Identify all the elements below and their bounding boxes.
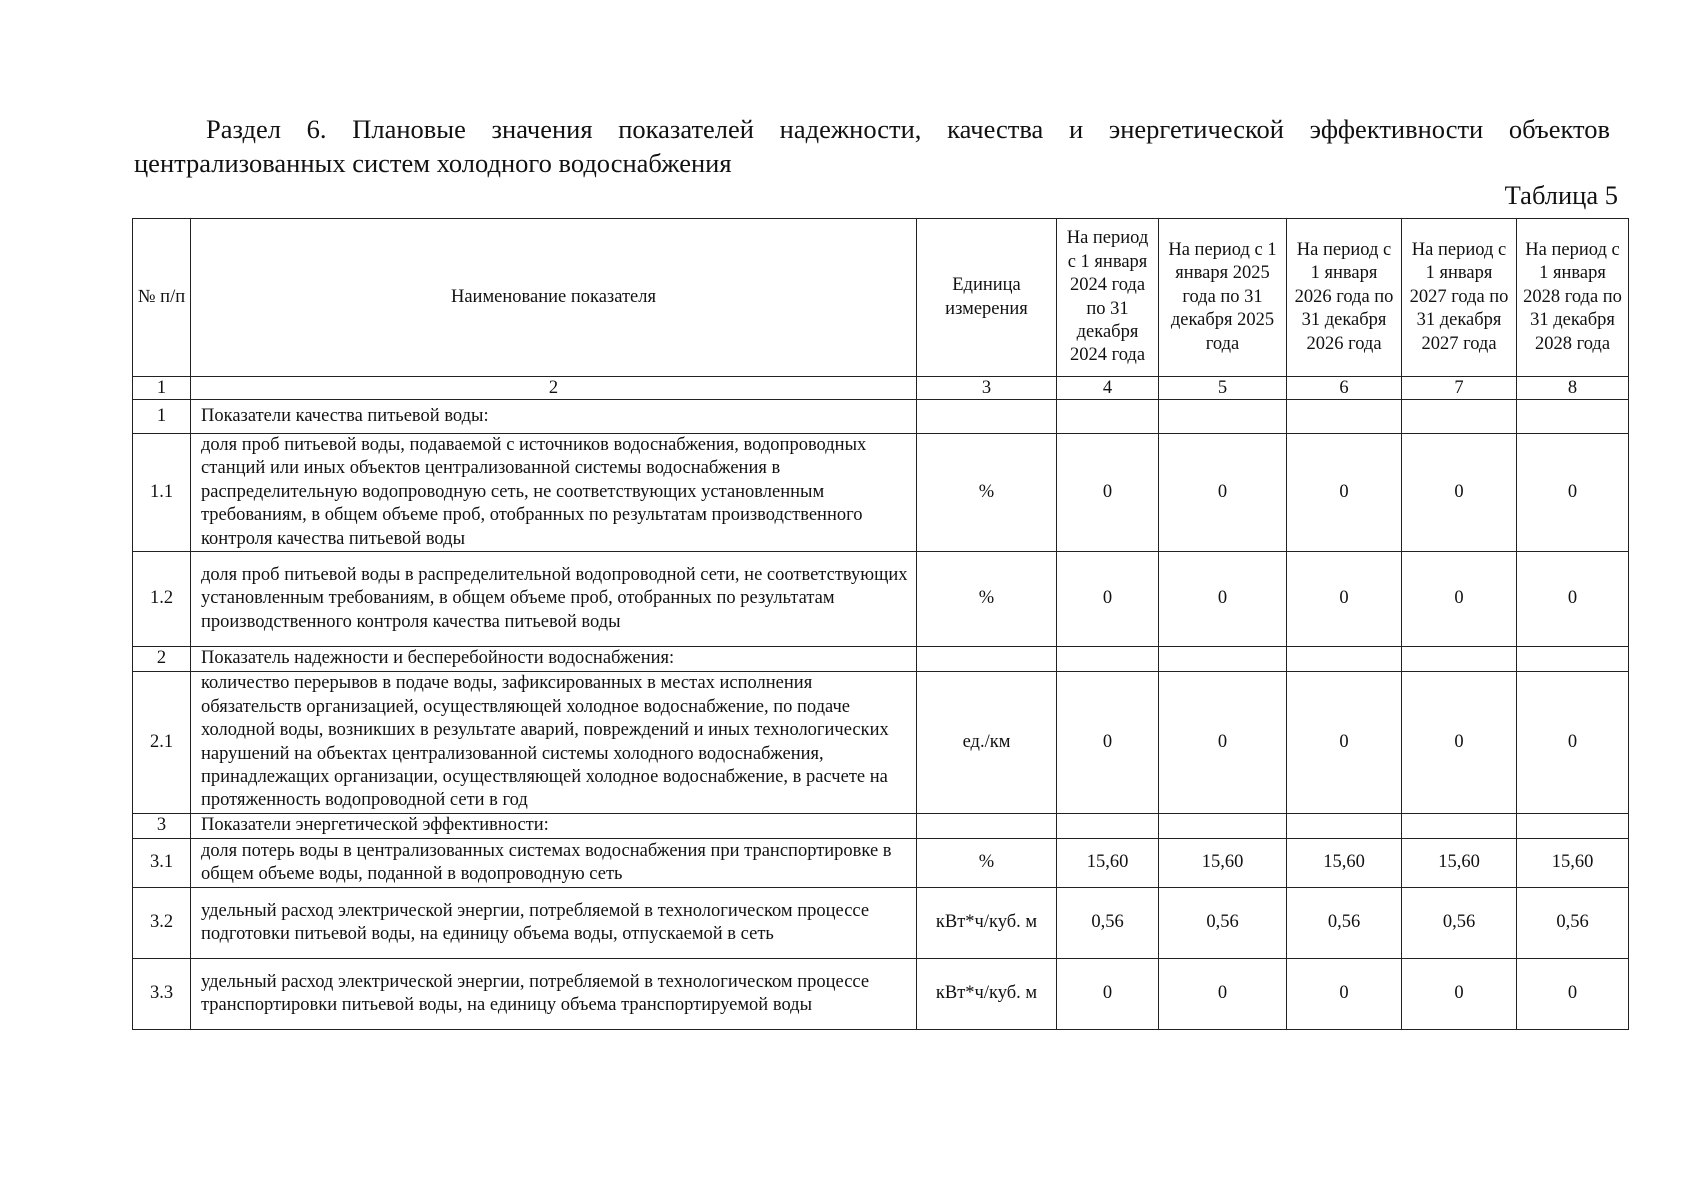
column-number: 5 <box>1159 377 1287 400</box>
header-period-2027: На период с 1 января 2027 года по 31 декабря 2027 года <box>1402 219 1517 377</box>
row-value <box>1159 814 1287 839</box>
column-number: 8 <box>1517 377 1629 400</box>
row-num: 3.3 <box>133 959 191 1030</box>
column-number: 2 <box>191 377 917 400</box>
row-value: 0 <box>1402 672 1517 814</box>
row-unit: кВт*ч/куб. м <box>917 888 1057 959</box>
column-number: 6 <box>1287 377 1402 400</box>
row-value <box>1287 647 1402 672</box>
row-name: доля проб питьевой воды, подаваемой с источников водоснабжения, водопроводных станций или иных объектов централизованной системы водоснабжения в распределительную водопроводную сеть, не соответствующих установленным требованиям, в общем объеме проб, отобранных по результатам производственного контроля качества питьевой воды <box>191 434 917 552</box>
row-value <box>1057 647 1159 672</box>
row-unit: % <box>917 552 1057 647</box>
row-value: 0 <box>1402 552 1517 647</box>
row-value: 15,60 <box>1517 839 1629 888</box>
row-value: 0 <box>1057 672 1159 814</box>
header-name: Наименование показателя <box>191 219 917 377</box>
row-unit: кВт*ч/куб. м <box>917 959 1057 1030</box>
table-row-section-2 <box>133 647 1629 672</box>
row-value <box>1402 647 1517 672</box>
row-name: количество перерывов в подаче воды, зафиксированных в местах исполнения обязательств организацией, осуществляющей холодное водоснабжение, по подаче холодной воды, возникших в результате аварий, повреждений и иных технологических нарушений на объектах централизованной системы холодного водоснабжения, принадлежащих организации, осуществляющей холодное водоснабжение, в расчете на протяженность водопроводной сети в год <box>191 672 917 814</box>
row-value: 0 <box>1402 434 1517 552</box>
row-num: 1 <box>133 400 191 434</box>
table-row-3-2 <box>133 888 1629 959</box>
row-name: доля проб питьевой воды в распределительной водопроводной сети, не соответствующих установленным требованиям, в общем объеме проб, отобранных по результатам производственного контроля качества питьевой воды <box>191 552 917 647</box>
row-name: Показатели качества питьевой воды: <box>191 400 917 434</box>
row-name: Показатель надежности и бесперебойности водоснабжения: <box>191 647 917 672</box>
row-value: 0 <box>1057 434 1159 552</box>
row-value <box>1159 400 1287 434</box>
row-value: 0 <box>1287 959 1402 1030</box>
row-num: 2 <box>133 647 191 672</box>
row-value: 0 <box>1159 959 1287 1030</box>
table-row-1-2 <box>133 552 1629 647</box>
row-value: 0,56 <box>1402 888 1517 959</box>
indicators-table <box>132 218 1629 1030</box>
header-period-2025: На период с 1 января 2025 года по 31 декабря 2025 года <box>1159 219 1287 377</box>
row-value: 0 <box>1159 552 1287 647</box>
row-unit: % <box>917 434 1057 552</box>
row-name: Показатели энергетической эффективности: <box>191 814 917 839</box>
row-value: 0 <box>1287 672 1402 814</box>
row-value: 15,60 <box>1402 839 1517 888</box>
row-value <box>1287 814 1402 839</box>
row-value <box>1517 400 1629 434</box>
row-value <box>1402 814 1517 839</box>
row-value: 0,56 <box>1057 888 1159 959</box>
row-value: 0 <box>1057 959 1159 1030</box>
row-value: 0 <box>1517 434 1629 552</box>
row-unit <box>917 400 1057 434</box>
table-row-section-1 <box>133 400 1629 434</box>
header-row <box>133 219 1629 377</box>
row-value: 0 <box>1057 552 1159 647</box>
row-value: 0 <box>1517 959 1629 1030</box>
row-num: 1.1 <box>133 434 191 552</box>
row-num: 1.2 <box>133 552 191 647</box>
row-value: 0,56 <box>1159 888 1287 959</box>
row-value: 15,60 <box>1159 839 1287 888</box>
row-value: 0,56 <box>1287 888 1402 959</box>
row-value <box>1159 647 1287 672</box>
column-number: 7 <box>1402 377 1517 400</box>
table-row-3-1 <box>133 839 1629 888</box>
row-name: доля потерь воды в централизованных системах водоснабжения при транспортировке в общем объеме воды, поданной в водопроводную сеть <box>191 839 917 888</box>
column-number: 3 <box>917 377 1057 400</box>
row-value: 0 <box>1517 672 1629 814</box>
table-row-1-1 <box>133 434 1629 552</box>
row-name: удельный расход электрической энергии, потребляемой в технологическом процессе транспортировки питьевой воды, на единицу объема транспортируемой воды <box>191 959 917 1030</box>
row-num: 3 <box>133 814 191 839</box>
row-num: 3.2 <box>133 888 191 959</box>
row-num: 3.1 <box>133 839 191 888</box>
row-value: 0 <box>1402 959 1517 1030</box>
row-num: 2.1 <box>133 672 191 814</box>
header-period-2026: На период с 1 января 2026 года по 31 декабря 2026 года <box>1287 219 1402 377</box>
row-value <box>1057 814 1159 839</box>
header-unit: Единица измерения <box>917 219 1057 377</box>
row-value <box>1057 400 1159 434</box>
header-period-2024: На период с 1 января 2024 года по 31 декабря 2024 года <box>1057 219 1159 377</box>
row-unit <box>917 647 1057 672</box>
row-unit <box>917 814 1057 839</box>
row-value: 0 <box>1159 672 1287 814</box>
table-row-3-3 <box>133 959 1629 1030</box>
header-period-2028: На период с 1 января 2028 года по 31 декабря 2028 года <box>1517 219 1629 377</box>
row-value: 15,60 <box>1057 839 1159 888</box>
row-name: удельный расход электрической энергии, потребляемой в технологическом процессе подготовки питьевой воды, на единицу объема воды, отпускаемой в сеть <box>191 888 917 959</box>
row-value: 0 <box>1517 552 1629 647</box>
row-value <box>1402 400 1517 434</box>
section-heading <box>134 112 1610 180</box>
table-row-section-3 <box>133 814 1629 839</box>
table-row-2-1 <box>133 672 1629 814</box>
section-heading-text: Раздел 6. Плановые значения показателей надежности, качества и энергетической эффективности объектов централизованных систем холодного водоснабжения <box>134 114 1610 178</box>
row-value <box>1517 647 1629 672</box>
row-value: 0 <box>1287 434 1402 552</box>
header-num: № п/п <box>133 219 191 377</box>
row-value <box>1517 814 1629 839</box>
row-unit: ед./км <box>917 672 1057 814</box>
row-unit: % <box>917 839 1057 888</box>
row-value: 0 <box>1287 552 1402 647</box>
column-number: 1 <box>133 377 191 400</box>
row-value: 0 <box>1159 434 1287 552</box>
column-number-row <box>133 377 1629 400</box>
column-number: 4 <box>1057 377 1159 400</box>
row-value: 0,56 <box>1517 888 1629 959</box>
row-value: 15,60 <box>1287 839 1402 888</box>
table-label: Таблица 5 <box>1504 180 1618 210</box>
row-value <box>1287 400 1402 434</box>
